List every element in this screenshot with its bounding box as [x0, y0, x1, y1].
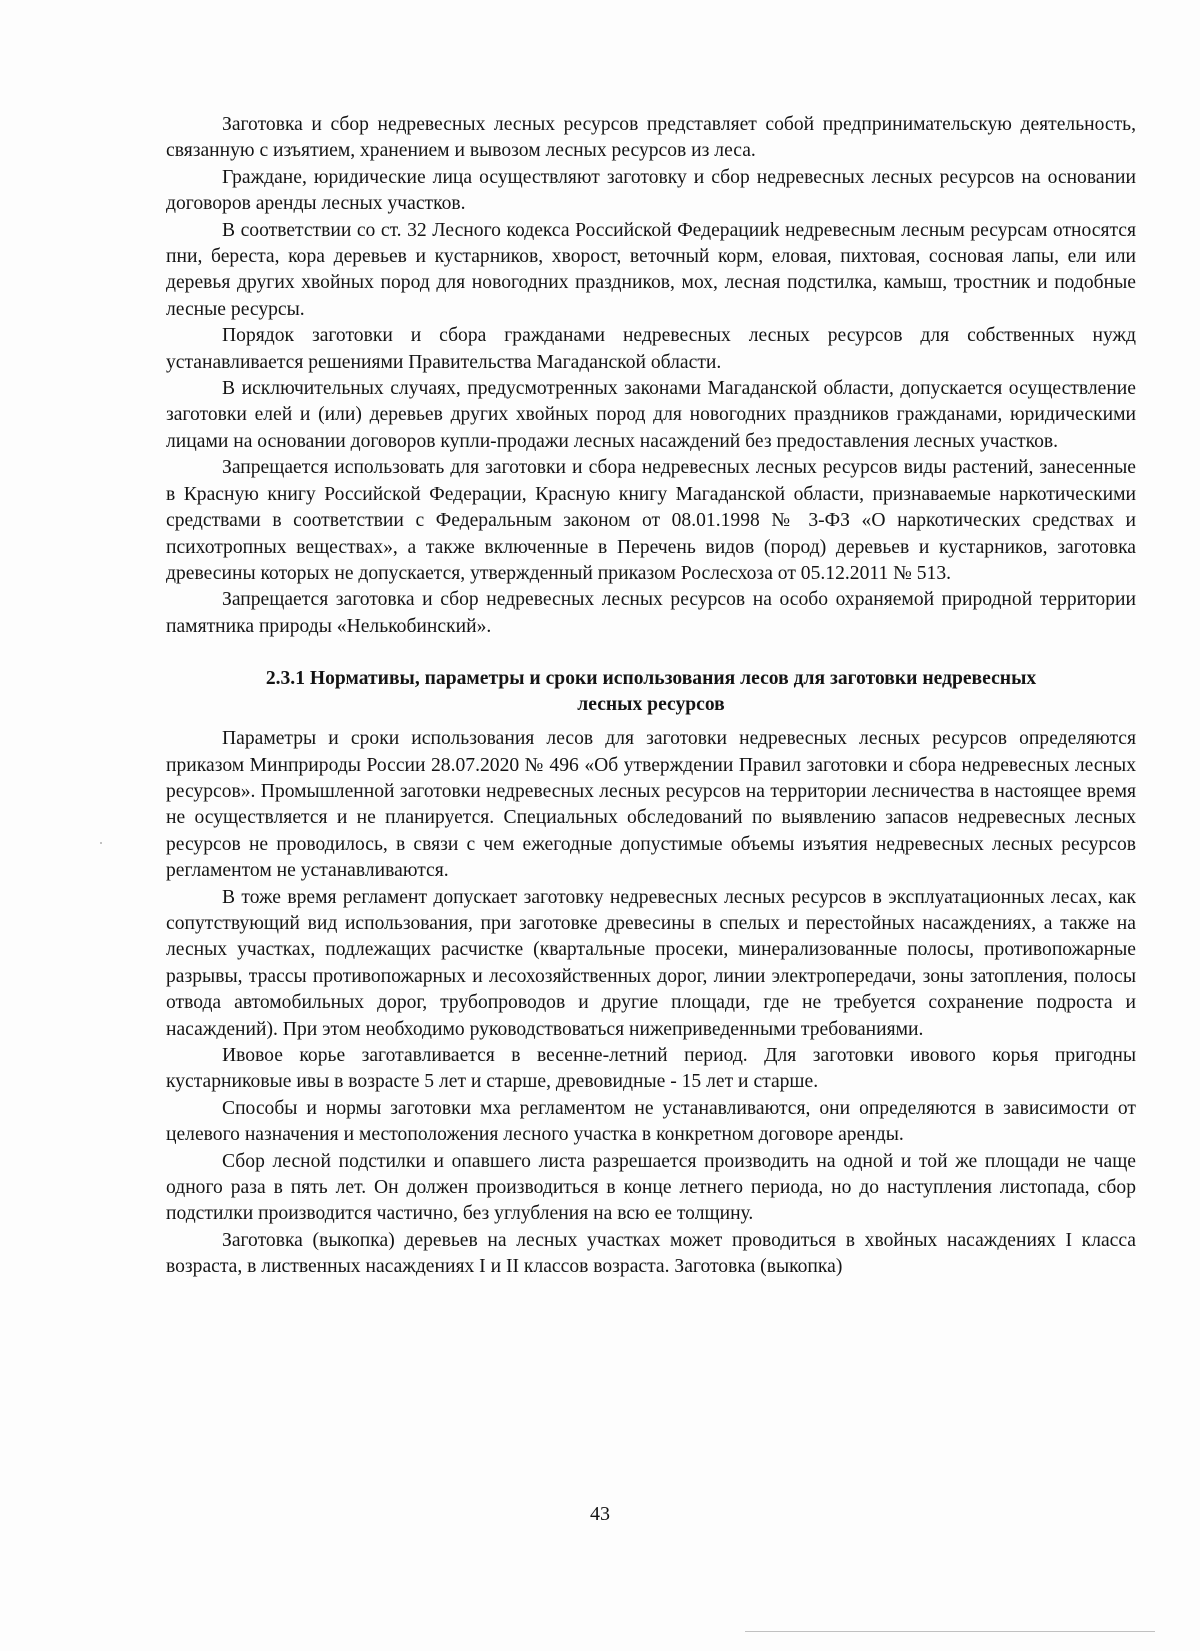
paragraph: Запрещается заготовка и сбор недревесных лесных ресурсов на особо охраняемой природной территории памятника природы «Нелькобинский».: [166, 589, 1136, 637]
scan-artifact: [100, 842, 102, 844]
section-heading: [166, 666, 1136, 718]
paragraph: Параметры и сроки использования лесов для заготовки недревесных лесных ресурсов определяются приказом Минприроды России 28.07.2020 № 496 «Об утверждении Правил заготовки и сбора недревесных лесных ресурсов». Промышленной заготовки недревесных лесных ресурсов на территории лесничества в настоящее время не осуществляется и не планируется. Специальных обследований по выявлению запасов недревесных лесных ресурсов не проводилось, в связи с чем ежегодные допустимые объемы изъятия недревесных лесных ресурсов регламентом не устанавливаются.: [166, 728, 1136, 882]
paragraph: Способы и нормы заготовки мха регламентом не устанавливаются, они определяются в зависимости от целевого назначения и местоположения лесного участка в конкретном договоре аренды.: [166, 1097, 1136, 1146]
paragraph: В соответствии со ст. 32 Лесного кодекса Российской Федерацииk недревесным лесным ресурсам относятся пни, береста, кора деревьев и кустарников, хворост, веточный корм, еловая, пихтовая, сосновая лапы, ели или деревья других хвойных пород для новогодних праздников, мох, лесная подстилка, камыш, тростник и подобные лесные ресурсы.: [166, 219, 1136, 320]
paragraph: Порядок заготовки и сбора гражданами недревесных лесных ресурсов для собственных нужд устанавливается решениями Правительства Магаданской области.: [166, 325, 1136, 373]
document-body: [166, 112, 1136, 1281]
page-number: 43: [590, 1503, 610, 1525]
paragraph: В исключительных случаях, предусмотренных законами Магаданской области, допускается осуществление заготовки елей и (или) деревьев других хвойных пород для новогодних праздников гражданами, юридическими лицами на основании договоров купли-продажи лесных насаждений без предоставления лесных участков.: [166, 378, 1136, 452]
scan-artifact: [745, 1631, 1155, 1632]
paragraph: Заготовка (выкопка) деревьев на лесных участках может проводиться в хвойных насаждениях I класса возраста, в лиственных насаждениях I и II классов возраста. Заготовка (выкопка): [166, 1229, 1136, 1278]
paragraph: Заготовка и сбор недревесных лесных ресурсов представляет собой предпринимательскую деятельность, связанную с изъятием, хранением и вывозом лесных ресурсов из леса.: [166, 114, 1136, 162]
paragraph: Запрещается использовать для заготовки и сбора недревесных лесных ресурсов виды растений, занесенные в Красную книгу Российской Федерации, Красную книгу Магаданской области, признаваемые наркотическими средствами в соответствии с Федеральным законом от 08.01.1998 № 3-ФЗ «О наркотических средствах и психотропных веществах», а также включенные в Перечень видов (пород) деревьев и кустарников, заготовка древесины которых не допускается, утвержденный приказом Рослесхоза от 05.12.2011 № 513.: [166, 457, 1136, 584]
paragraph: В тоже время регламент допускает заготовку недревесных лесных ресурсов в эксплуатационных лесах, как сопутствующий вид использования, при заготовке древесины в спелых и перестойных насаждениях, а также на лесных участках, подлежащих расчистке (квартальные просеки, минерализованные полосы, противопожарные разрывы, трассы противопожарных и лесохозяйственных дорог, линии электропередачи, зоны затопления, полосы отвода автомобильных дорог, трубопроводов и другие площади, где не требуется сохранение подроста и насаждений). При этом необходимо руководствоваться нижеприведенными требованиями.: [166, 886, 1136, 1040]
section-heading-line: 2.3.1 Нормативы, параметры и сроки использования лесов для заготовки недревесных: [265, 668, 1037, 690]
paragraph: Ивовое корье заготавливается в весенне-летний период. Для заготовки ивового корья пригодны кустарниковые ивы в возрасте 5 лет и старше, древовидные - 15 лет и старше.: [166, 1045, 1136, 1093]
paragraph: Граждане, юридические лица осуществляют заготовку и сбор недревесных лесных ресурсов на основании договоров аренды лесных участков.: [166, 166, 1136, 215]
section-heading-line: лесных ресурсов: [577, 694, 725, 716]
paragraph: Сбор лесной подстилки и опавшего листа разрешается производить на одной и той же площади не чаще одного раза в пять лет. Он должен производиться в конце летнего периода, но до наступления листопада, сбор подстилки производится частично, без углубления на всю ее толщину.: [166, 1150, 1136, 1225]
